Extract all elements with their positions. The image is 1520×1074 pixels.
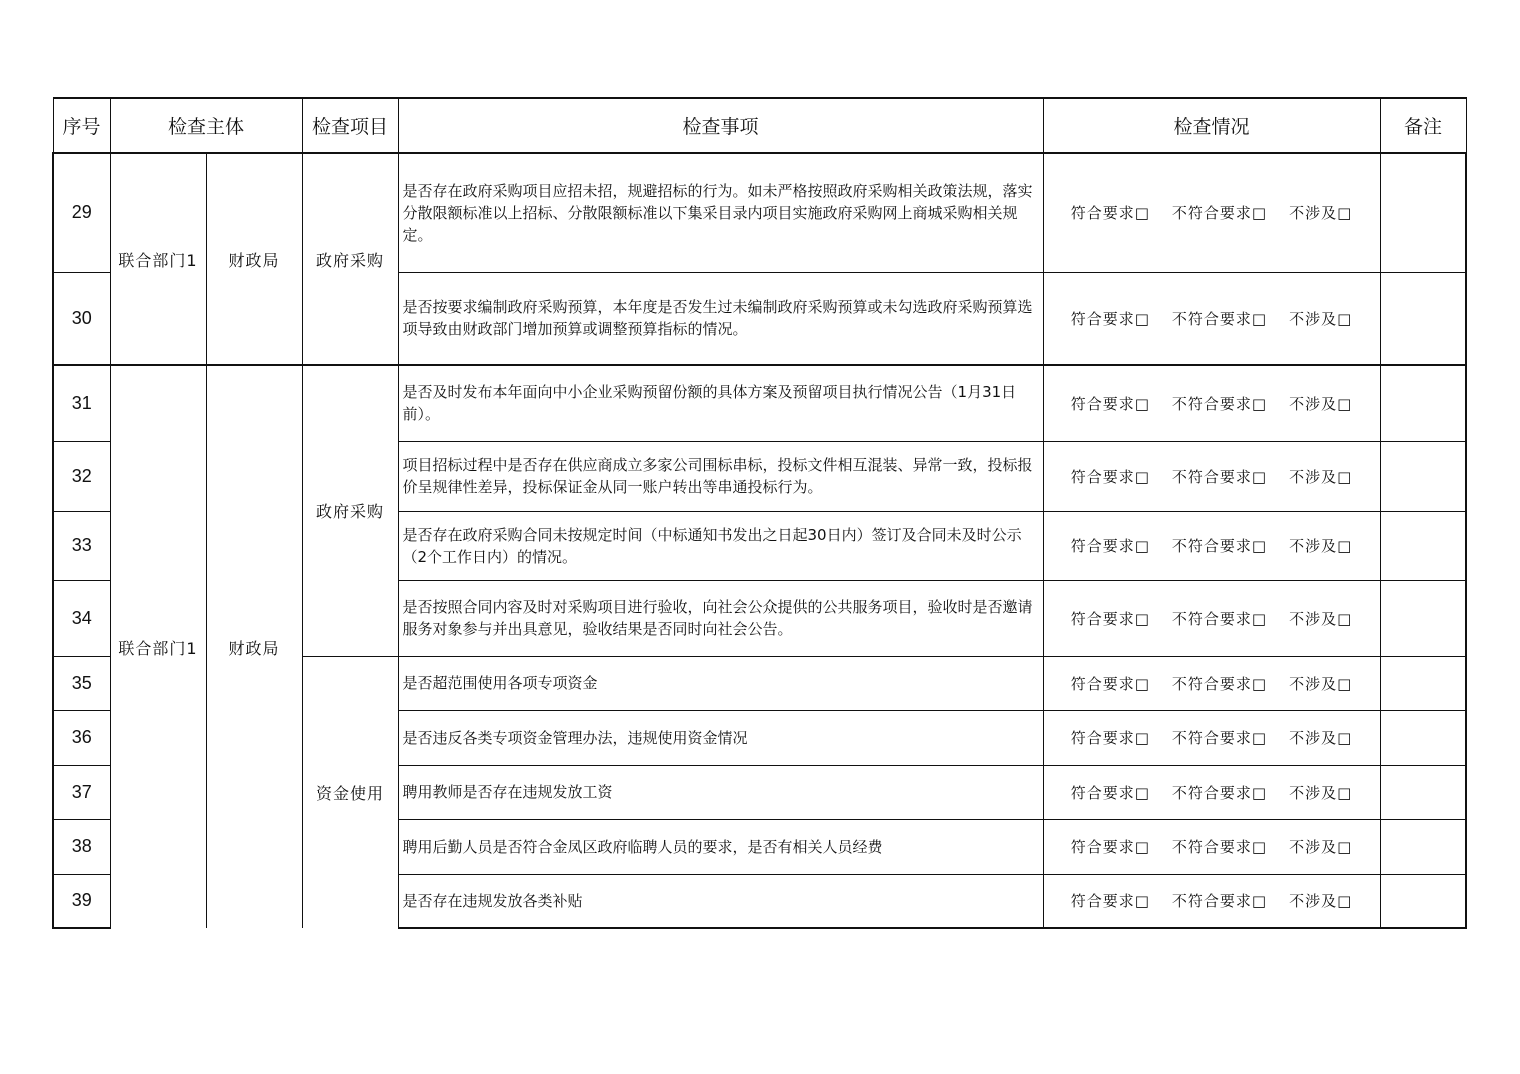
status-na-checkbox[interactable]: 不涉及□: [1289, 729, 1353, 747]
row-seq: 33: [53, 511, 110, 580]
row-note: [1380, 272, 1466, 365]
row-seq: 36: [53, 710, 110, 765]
row-note: [1380, 819, 1466, 874]
inspection-table: [52, 97, 1467, 929]
status-compliant-checkbox[interactable]: 符合要求□: [1070, 838, 1150, 856]
row-seq: 31: [53, 365, 110, 441]
status-na-checkbox[interactable]: 不涉及□: [1289, 674, 1353, 693]
status-noncompliant-checkbox[interactable]: 不符合要求□: [1171, 729, 1268, 747]
subject-bureau: 财政局: [206, 153, 302, 365]
header-subject: 检查主体: [110, 98, 302, 153]
header-status: 检查情况: [1043, 98, 1380, 153]
row-status: [1043, 511, 1380, 580]
row-seq: 39: [53, 874, 110, 928]
subject-dept: 联合部门1: [110, 153, 206, 365]
row-seq: 34: [53, 580, 110, 656]
row-status: [1043, 580, 1380, 656]
subject-bureau: 财政局: [206, 365, 302, 928]
row-status: [1043, 765, 1380, 819]
row-seq: 30: [53, 272, 110, 365]
status-noncompliant-checkbox[interactable]: 不符合要求□: [1171, 892, 1268, 911]
header-note: 备注: [1380, 98, 1466, 153]
row-status: [1043, 874, 1380, 928]
row-item: 是否存在政府采购项目应招未招，规避招标的行为。如未严格按照政府采购相关政策法规，落实分散限额标准以上招标、分散限额标准以下集采目录内项目实施政府采购网上商城采购相关规定。: [398, 153, 1043, 272]
status-compliant-checkbox[interactable]: 符合要求□: [1070, 467, 1150, 486]
row-note: [1380, 441, 1466, 511]
status-na-checkbox[interactable]: 不涉及□: [1289, 892, 1353, 911]
status-compliant-checkbox[interactable]: 符合要求□: [1070, 729, 1150, 747]
status-compliant-checkbox[interactable]: 符合要求□: [1070, 609, 1150, 628]
status-na-checkbox[interactable]: 不涉及□: [1289, 204, 1353, 223]
status-na-checkbox[interactable]: 不涉及□: [1289, 838, 1353, 856]
status-compliant-checkbox[interactable]: 符合要求□: [1070, 309, 1150, 328]
row-item: 聘用后勤人员是否符合金凤区政府临聘人员的要求，是否有相关人员经费: [398, 819, 1043, 874]
row-status: [1043, 153, 1380, 272]
status-noncompliant-checkbox[interactable]: 不符合要求□: [1171, 467, 1268, 486]
row-item: 是否及时发布本年面向中小企业采购预留份额的具体方案及预留项目执行情况公告（1月31日前）。: [398, 365, 1043, 441]
status-compliant-checkbox[interactable]: 符合要求□: [1070, 674, 1150, 693]
status-noncompliant-checkbox[interactable]: 不符合要求□: [1171, 394, 1268, 413]
table-row: [53, 365, 1466, 441]
project-label: 政府采购: [302, 153, 398, 365]
status-na-checkbox[interactable]: 不涉及□: [1289, 783, 1353, 802]
row-note: [1380, 153, 1466, 272]
project-label: 政府采购: [302, 365, 398, 656]
status-noncompliant-checkbox[interactable]: 不符合要求□: [1171, 783, 1268, 802]
row-status: [1043, 365, 1380, 441]
status-noncompliant-checkbox[interactable]: 不符合要求□: [1171, 838, 1268, 856]
status-noncompliant-checkbox[interactable]: 不符合要求□: [1171, 609, 1268, 628]
subject-dept: 联合部门1: [110, 365, 206, 928]
row-note: [1380, 365, 1466, 441]
row-seq: 32: [53, 441, 110, 511]
row-item: 是否存在政府采购合同未按规定时间（中标通知书发出之日起30日内）签订及合同未及时公示（2个工作日内）的情况。: [398, 511, 1043, 580]
header-row: [53, 98, 1466, 153]
row-status: [1043, 710, 1380, 765]
header-item: 检查事项: [398, 98, 1043, 153]
status-noncompliant-checkbox[interactable]: 不符合要求□: [1171, 204, 1268, 223]
status-compliant-checkbox[interactable]: 符合要求□: [1070, 537, 1150, 555]
row-item: 是否按要求编制政府采购预算，本年度是否发生过未编制政府采购预算或未勾选政府采购预算选项导致由财政部门增加预算或调整预算指标的情况。: [398, 272, 1043, 365]
row-seq: 35: [53, 656, 110, 710]
row-item: 是否超范围使用各项专项资金: [398, 656, 1043, 710]
table-row: [53, 153, 1466, 272]
row-item: 聘用教师是否存在违规发放工资: [398, 765, 1043, 819]
row-item: 是否违反各类专项资金管理办法，违规使用资金情况: [398, 710, 1043, 765]
row-seq: 38: [53, 819, 110, 874]
row-status: [1043, 272, 1380, 365]
row-note: [1380, 656, 1466, 710]
status-compliant-checkbox[interactable]: 符合要求□: [1070, 394, 1150, 413]
row-status: [1043, 819, 1380, 874]
row-status: [1043, 656, 1380, 710]
row-seq: 29: [53, 153, 110, 272]
row-note: [1380, 765, 1466, 819]
status-compliant-checkbox[interactable]: 符合要求□: [1070, 204, 1150, 223]
row-item: 项目招标过程中是否存在供应商成立多家公司围标串标，投标文件相互混装、异常一致，投标报价呈规律性差异，投标保证金从同一账户转出等串通投标行为。: [398, 441, 1043, 511]
status-noncompliant-checkbox[interactable]: 不符合要求□: [1171, 674, 1268, 693]
status-na-checkbox[interactable]: 不涉及□: [1289, 467, 1353, 486]
header-project: 检查项目: [302, 98, 398, 153]
row-note: [1380, 511, 1466, 580]
status-compliant-checkbox[interactable]: 符合要求□: [1070, 783, 1150, 802]
header-seq: 序号: [53, 98, 110, 153]
status-noncompliant-checkbox[interactable]: 不符合要求□: [1171, 537, 1268, 555]
status-na-checkbox[interactable]: 不涉及□: [1289, 394, 1353, 413]
row-item: 是否存在违规发放各类补贴: [398, 874, 1043, 928]
row-note: [1380, 710, 1466, 765]
row-note: [1380, 580, 1466, 656]
row-note: [1380, 874, 1466, 928]
status-na-checkbox[interactable]: 不涉及□: [1289, 537, 1353, 555]
status-na-checkbox[interactable]: 不涉及□: [1289, 609, 1353, 628]
status-compliant-checkbox[interactable]: 符合要求□: [1070, 892, 1150, 911]
project-label: 资金使用: [302, 656, 398, 928]
status-na-checkbox[interactable]: 不涉及□: [1289, 309, 1353, 328]
status-noncompliant-checkbox[interactable]: 不符合要求□: [1171, 309, 1268, 328]
row-status: [1043, 441, 1380, 511]
row-seq: 37: [53, 765, 110, 819]
row-item: 是否按照合同内容及时对采购项目进行验收，向社会公众提供的公共服务项目，验收时是否邀请服务对象参与并出具意见，验收结果是否同时向社会公告。: [398, 580, 1043, 656]
